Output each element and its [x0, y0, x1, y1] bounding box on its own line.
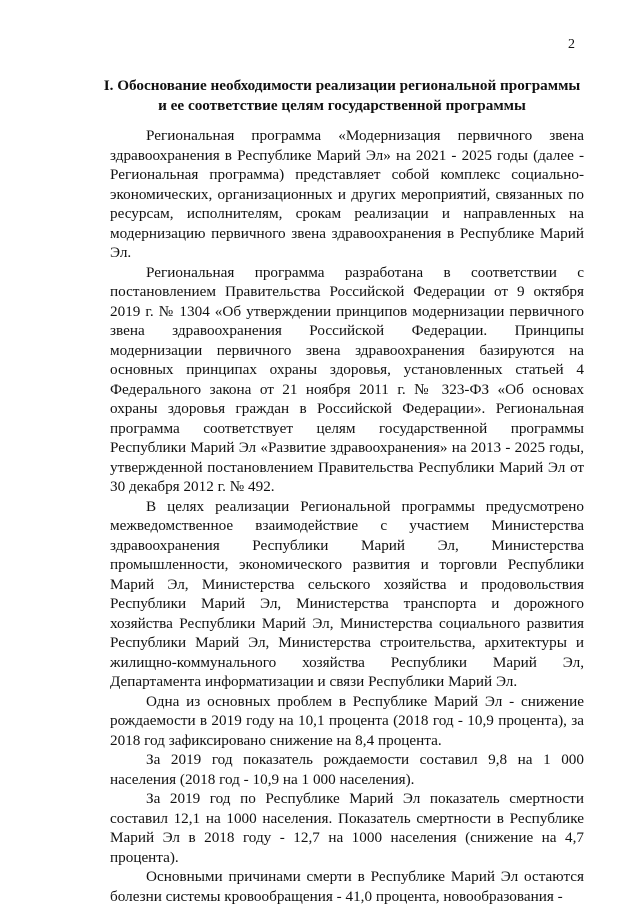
paragraph-birth-rate-indicator: За 2019 год показатель рождаемости составил 9,8 на 1 000 населения (2018 год - 10,9 на 1 000 населения). — [110, 751, 584, 788]
document-body — [110, 126, 584, 906]
paragraph-birth-rate-decline: Одна из основных проблем в Республике Марий Эл - снижение рождаемости в 2019 году на 10,1 процента (2018 год - 10,9 процента), за 2018 год зафиксировано снижение на 8,4 процента. — [110, 692, 584, 749]
paragraph-legal-basis: Региональная программа разработана в соответствии с постановлением Правительства Российской Федерации от 9 октября 2019 г. № 1304 «Об утверждении принципов модернизации первичного звена здравоохранения Российской Федерации. Принципы модернизации первичного звена здравоохранения базируются на основных принципах охраны здоровья, установленных статьей 4 Федерального закона от 21 ноября 2011 г. № 323-ФЗ «Об основах охраны здоровья граждан в Российской Федерации». Региональная программа соответствует целям государственной программы Республики Марий Эл «Развитие здравоохранения» на 2013 - 2025 годы, утвержденной постановлением Правительства Республики Марий Эл от 30 декабря 2012 г. № 492. — [110, 263, 584, 495]
paragraph-program-definition: Региональная программа «Модернизация первичного звена здравоохранения в Республике Марий Эл» на 2021 - 2025 годы (далее - Региональная программа) представляет собой комплекс социально-экономических, организационных и других мероприятий, связанных по ресурсам, исполнителям, срокам реализации и направленных на модернизацию первичного звена здравоохранения в Республике Марий Эл. — [110, 127, 584, 261]
paragraph-mortality-rate: За 2019 год по Республике Марий Эл показатель смертности составил 12,1 на 1000 населения. Показатель смертности в Республике Марий Эл в 2018 году - 12,7 на 1000 населения (снижение на 4,7 процента). — [110, 790, 584, 866]
page-number: 2 — [568, 37, 575, 52]
paragraph-interagency-cooperation: В целях реализации Региональной программы предусмотрено межведомственное взаимодействие с участием Министерства здравоохранения Республики Марий Эл, Министерства промышленности, экономического развития и торговли Республики Марий Эл, Министерства сельского хозяйства и продовольствия Республики Марий Эл, Министерства транспорта и дорожного хозяйства Республики Марий Эл, Министерства социального развития Республики Марий Эл, Министерства строительства, архитектуры и жилищно-коммунального хозяйства Республики Марий Эл, Департамента информатизации и связи Республики Марий Эл. — [110, 497, 584, 690]
section-heading: I. Обоснование необходимости реализации региональной программы и ее соответствие целям государственной программы — [103, 77, 581, 114]
paragraph-causes-of-death: Основными причинами смерти в Республике Марий Эл остаются болезни системы кровообращения - 41,0 процента, новообразования - — [110, 868, 584, 905]
